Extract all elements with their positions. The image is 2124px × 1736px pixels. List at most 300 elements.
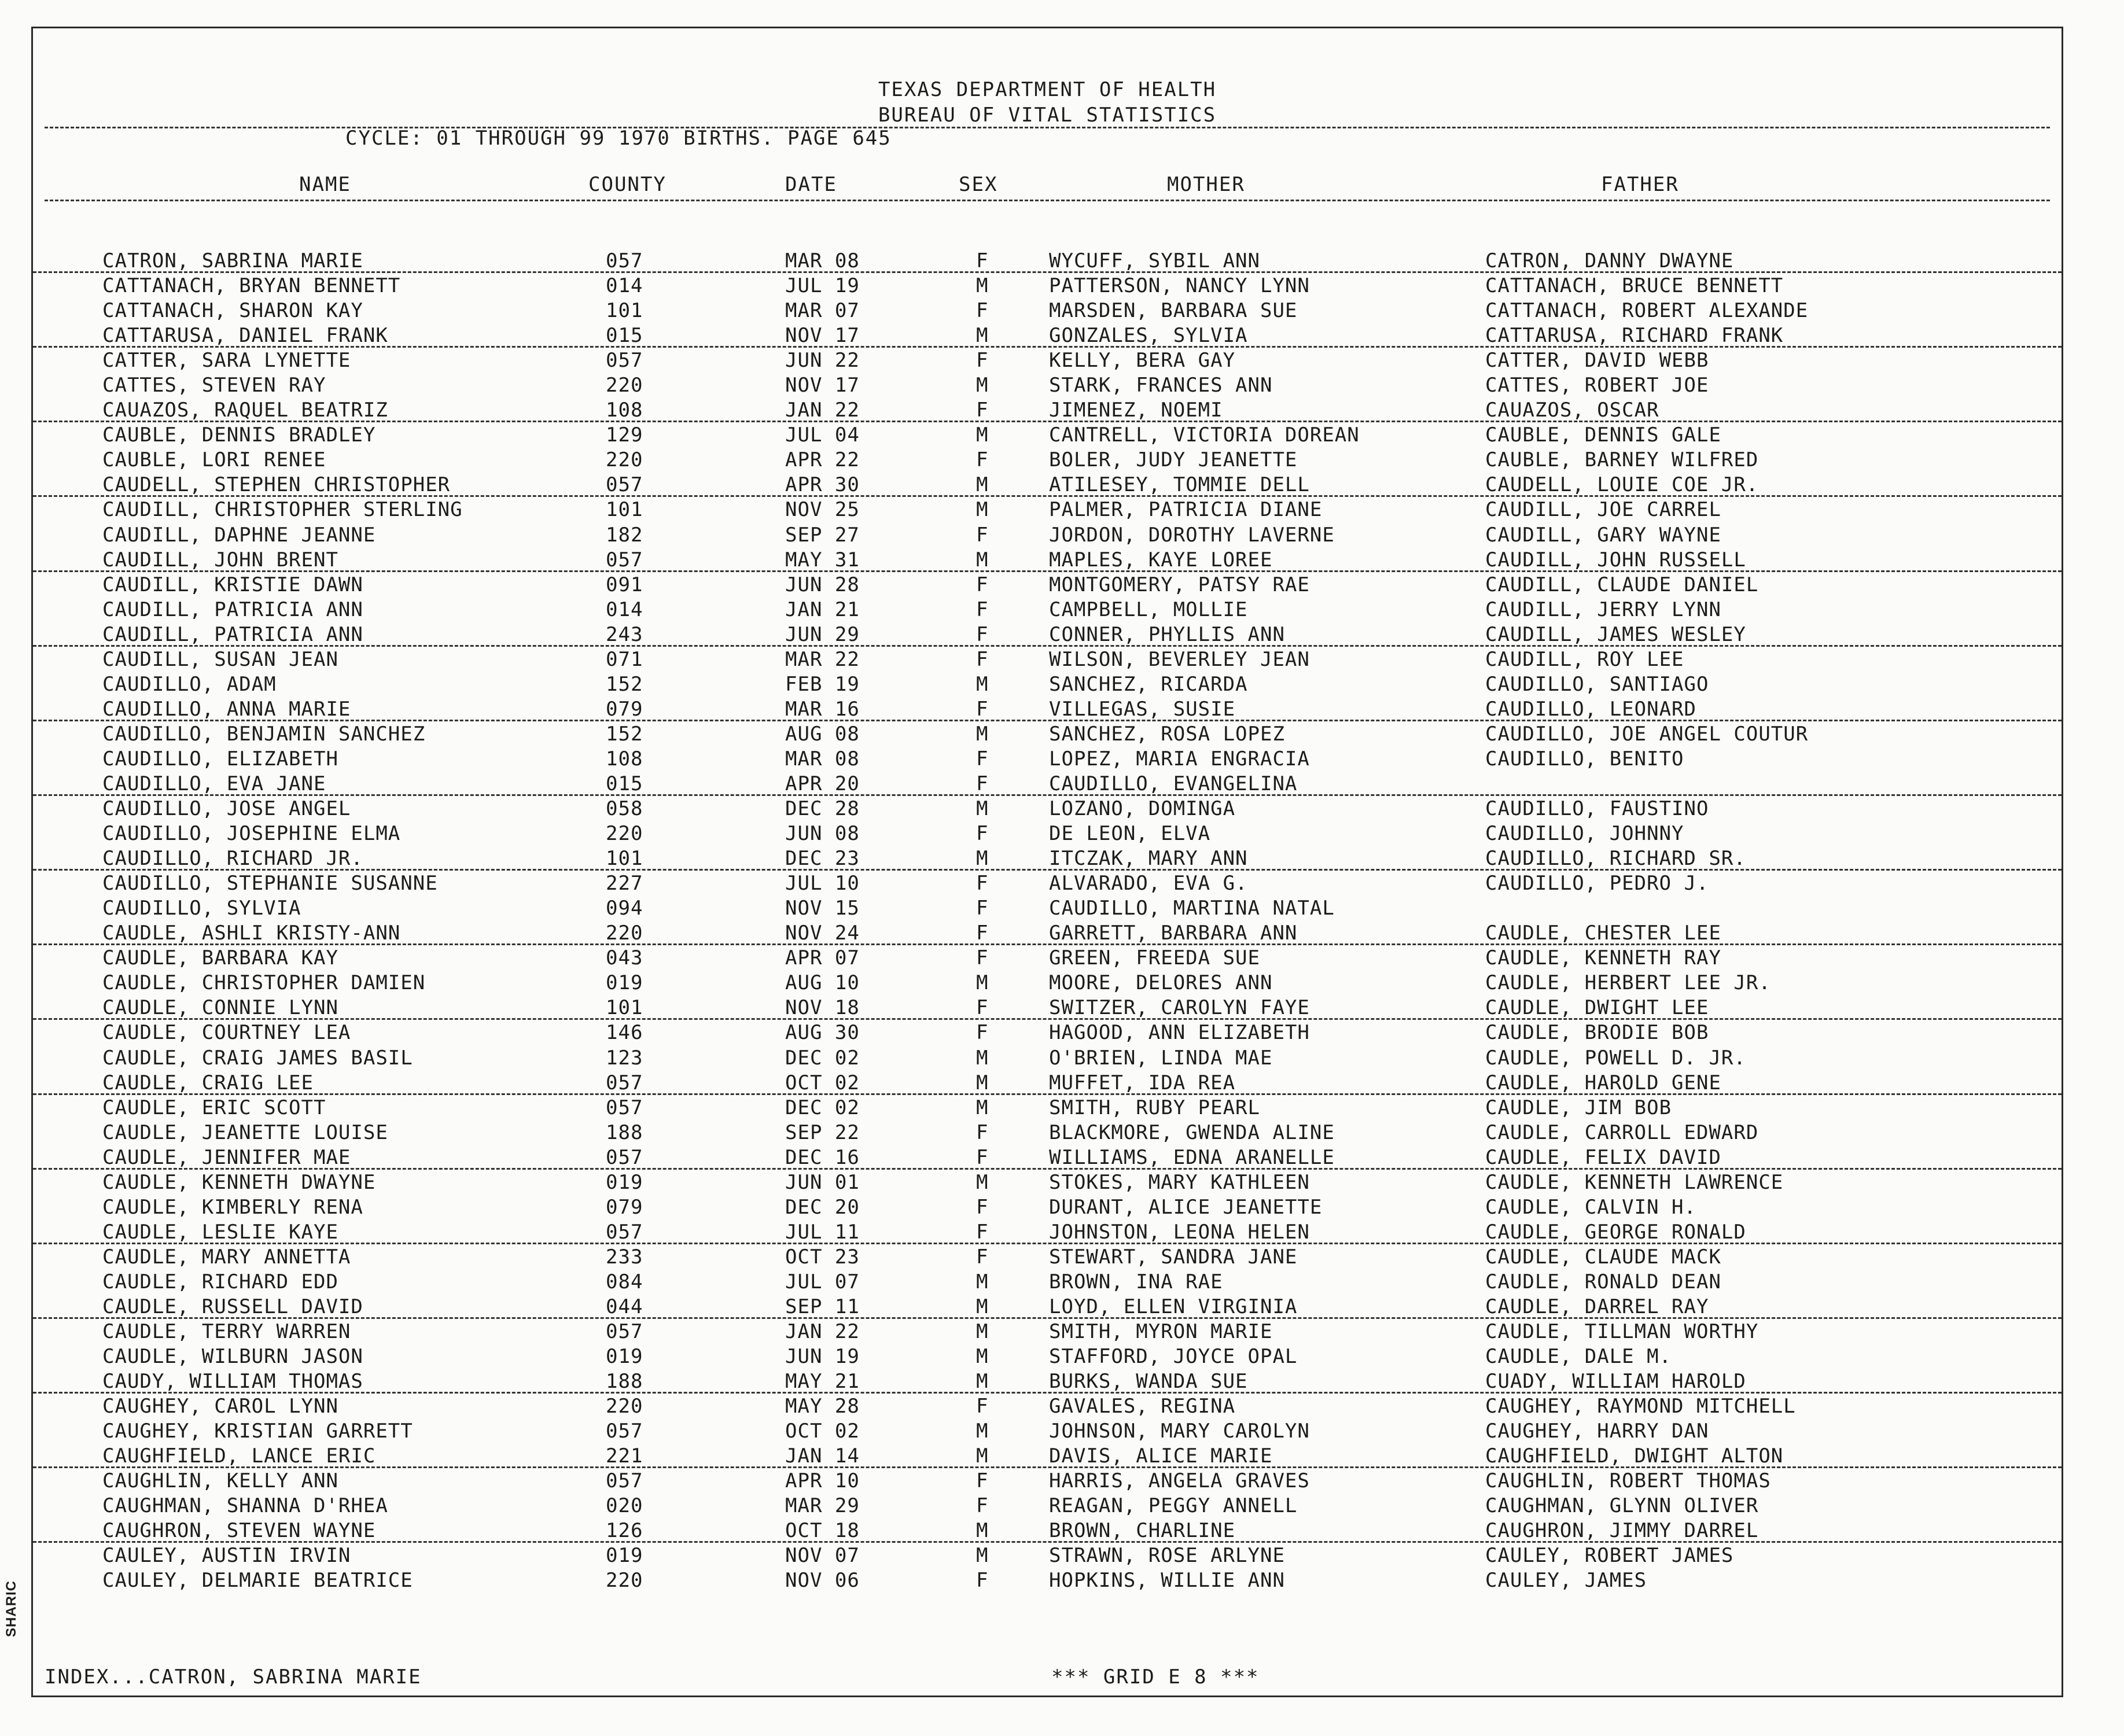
cell-county: 071	[606, 647, 643, 671]
cell-name: CATTARUSA, DANIEL FRANK	[102, 324, 388, 348]
cell-sex: F	[976, 573, 989, 596]
cell-county: 188	[606, 1121, 643, 1144]
table-row	[33, 746, 2062, 771]
cell-date: JUL 04	[785, 423, 860, 447]
cell-county: 094	[606, 897, 643, 920]
cell-name: CAUAZOS, RAQUEL BEATRIZ	[102, 399, 388, 422]
table-row	[33, 995, 2062, 1020]
table-row	[33, 796, 2062, 821]
cell-name: CAUDLE, JEANETTE LOUISE	[102, 1121, 388, 1144]
cell-mother: WILLIAMS, EDNA ARANELLE	[1049, 1145, 1335, 1169]
cell-name: CAUDILLO, SYLVIA	[102, 897, 301, 920]
cell-county: 123	[606, 1046, 643, 1070]
cell-name: CATTANACH, BRYAN BENNETT	[102, 274, 401, 298]
cell-sex: M	[976, 1170, 989, 1194]
cell-father: CAUBLE, DENNIS GALE	[1485, 423, 1721, 447]
cell-date: APR 20	[785, 772, 860, 795]
cell-county: 057	[606, 473, 643, 497]
cell-date: OCT 02	[785, 1071, 860, 1094]
cell-county: 220	[606, 448, 643, 472]
table-row	[33, 1518, 2062, 1543]
cell-mother: JORDON, DOROTHY LAVERNE	[1049, 523, 1335, 547]
cell-mother: MARSDEN, BARBARA SUE	[1049, 299, 1298, 323]
cell-father: CAUDLE, GEORGE RONALD	[1485, 1220, 1746, 1244]
cell-sex: M	[976, 1444, 989, 1468]
cell-name: CAUDLE, ERIC SCOTT	[102, 1096, 326, 1119]
cell-father: CAUDLE, CARROLL EDWARD	[1485, 1121, 1759, 1144]
cell-sex: F	[976, 1021, 989, 1045]
table-row	[33, 1319, 2062, 1344]
cell-county: 043	[606, 946, 643, 970]
cell-name: CAUDLE, COURTNEY LEA	[102, 1021, 351, 1045]
cell-mother: GONZALES, SYLVIA	[1049, 324, 1248, 348]
cell-mother: O'BRIEN, LINDA MAE	[1049, 1046, 1273, 1070]
cell-date: OCT 23	[785, 1245, 860, 1269]
table-row	[33, 373, 2062, 397]
cell-county: 220	[606, 1569, 643, 1593]
cell-date: JUL 11	[785, 1220, 860, 1244]
cell-name: CAUDLE, RUSSELL DAVID	[102, 1295, 363, 1318]
col-sex: SEX	[959, 173, 998, 196]
cell-sex: M	[976, 423, 989, 447]
col-name: NAME	[299, 173, 351, 196]
cell-sex: M	[976, 847, 989, 871]
cell-sex: F	[976, 1245, 989, 1269]
cell-name: CAUDLE, CONNIE LYNN	[102, 996, 338, 1020]
cell-mother: HARRIS, ANGELA GRAVES	[1049, 1469, 1310, 1493]
cell-father: CAUDLE, CHESTER LEE	[1485, 922, 1721, 945]
cell-county: 079	[606, 697, 643, 721]
cell-sex: F	[976, 772, 989, 795]
cell-father: CAUDLE, JIM BOB	[1485, 1096, 1672, 1119]
table-row	[33, 1045, 2062, 1070]
cell-name: CAUGHRON, STEVEN WAYNE	[102, 1519, 376, 1543]
cell-mother: MAPLES, KAYE LOREE	[1049, 548, 1273, 572]
cell-mother: JIMENEZ, NOEMI	[1049, 399, 1223, 422]
cell-county: 243	[606, 622, 643, 646]
cell-father: CAUDLE, BRODIE BOB	[1485, 1021, 1709, 1045]
cell-date: DEC 02	[785, 1096, 860, 1119]
cell-county: 057	[606, 1420, 643, 1443]
cell-father: CAUGHEY, RAYMOND MITCHELL	[1485, 1395, 1796, 1418]
cell-mother: BROWN, CHARLINE	[1049, 1519, 1236, 1543]
cell-father: CAUDILLO, PEDRO J.	[1485, 872, 1709, 895]
table-row	[33, 1195, 2062, 1219]
table-row	[33, 1468, 2062, 1493]
cell-sex: F	[976, 399, 989, 422]
cell-date: MAR 08	[785, 747, 860, 771]
cell-name: CATTES, STEVEN RAY	[102, 374, 326, 397]
cell-sex: M	[976, 1519, 989, 1543]
col-county: COUNTY	[588, 173, 667, 196]
cell-mother: BLACKMORE, GWENDA ALINE	[1049, 1121, 1335, 1144]
cell-sex: F	[976, 822, 989, 846]
cell-date: DEC 02	[785, 1046, 860, 1070]
cell-sex: F	[976, 1569, 989, 1593]
cell-sex: M	[976, 971, 989, 995]
table-row	[33, 771, 2062, 796]
cell-mother: HAGOOD, ANN ELIZABETH	[1049, 1021, 1310, 1045]
cell-name: CAUDILLO, ADAM	[102, 672, 277, 696]
cell-county: 152	[606, 672, 643, 696]
cell-father: CAUDILL, JOE CARREL	[1485, 498, 1721, 522]
cell-mother: STEWART, SANDRA JANE	[1049, 1245, 1298, 1269]
cell-father: CAUGHRON, JIMMY DARREL	[1485, 1519, 1759, 1543]
table-row	[33, 248, 2062, 273]
table-row	[33, 721, 2062, 746]
cell-name: CAUDLE, RICHARD EDD	[102, 1270, 338, 1293]
cell-county: 015	[606, 324, 643, 348]
cell-father: CAUDLE, DWIGHT LEE	[1485, 996, 1709, 1020]
table-row	[33, 672, 2062, 696]
cell-mother: MONTGOMERY, PATSY RAE	[1049, 573, 1310, 596]
table-row	[33, 547, 2062, 572]
cell-name: CAUBLE, LORI RENEE	[102, 448, 326, 472]
cell-mother: STRAWN, ROSE ARLYNE	[1049, 1544, 1285, 1568]
cell-sex: F	[976, 1469, 989, 1493]
table-row	[33, 871, 2062, 895]
table-row	[33, 622, 2062, 647]
table-row	[33, 1095, 2062, 1120]
cell-mother: GREEN, FREEDA SUE	[1049, 946, 1260, 970]
cell-county: 057	[606, 1145, 643, 1169]
cell-county: 220	[606, 822, 643, 846]
cell-sex: M	[976, 1370, 989, 1394]
table-row	[33, 1020, 2062, 1045]
cell-date: JUL 10	[785, 872, 860, 895]
cell-mother: PALMER, PATRICIA DIANE	[1049, 498, 1323, 522]
department-title: TEXAS DEPARTMENT OF HEALTH	[878, 78, 1217, 101]
col-father: FATHER	[1601, 173, 1679, 196]
cell-date: OCT 02	[785, 1420, 860, 1443]
cell-father: CAUDILLO, SANTIAGO	[1485, 672, 1709, 696]
cell-father: CATTER, DAVID WEBB	[1485, 349, 1709, 373]
cell-father: CAUDLE, HERBERT LEE JR.	[1485, 971, 1771, 995]
bureau-title: BUREAU OF VITAL STATISTICS	[878, 104, 1217, 127]
cell-sex: M	[976, 473, 989, 497]
cell-county: 079	[606, 1195, 643, 1219]
cell-date: JUN 08	[785, 822, 860, 846]
cell-mother: WYCUFF, SYBIL ANN	[1049, 249, 1260, 272]
cell-mother: WILSON, BEVERLEY JEAN	[1049, 647, 1310, 671]
cell-name: CAULEY, AUSTIN IRVIN	[102, 1544, 351, 1568]
cell-name: CAUDILLO, STEPHANIE SUSANNE	[102, 872, 438, 895]
cell-sex: M	[976, 324, 989, 348]
cell-county: 101	[606, 498, 643, 522]
cell-name: CAUDILL, PATRICIA ANN	[102, 598, 363, 621]
cell-date: JAN 21	[785, 598, 860, 621]
cell-mother: ITCZAK, MARY ANN	[1049, 847, 1248, 871]
cell-mother: SMITH, MYRON MARIE	[1049, 1320, 1273, 1344]
cell-sex: M	[976, 1320, 989, 1344]
cell-date: JUN 19	[785, 1345, 860, 1369]
cell-date: AUG 30	[785, 1021, 860, 1045]
cell-date: MAY 21	[785, 1370, 860, 1394]
cell-father: CAUGHMAN, GLYNN OLIVER	[1485, 1494, 1759, 1518]
cell-mother: SANCHEZ, ROSA LOPEZ	[1049, 722, 1285, 746]
cell-sex: F	[976, 448, 989, 472]
table-row	[33, 1070, 2062, 1095]
table-row	[33, 572, 2062, 597]
cell-county: 108	[606, 399, 643, 422]
cell-name: CAUDLE, LESLIE KAYE	[102, 1220, 338, 1244]
cell-date: APR 07	[785, 946, 860, 970]
cell-county: 057	[606, 548, 643, 572]
cell-name: CATTANACH, SHARON KAY	[102, 299, 363, 323]
cell-date: JUL 07	[785, 1270, 860, 1293]
cell-mother: SMITH, RUBY PEARL	[1049, 1096, 1260, 1119]
cell-mother: STAFFORD, JOYCE OPAL	[1049, 1345, 1298, 1369]
cell-mother: GAVALES, REGINA	[1049, 1395, 1236, 1418]
cell-county: 015	[606, 772, 643, 795]
cell-mother: MOORE, DELORES ANN	[1049, 971, 1273, 995]
cell-county: 014	[606, 274, 643, 298]
cell-name: CAUDILLO, BENJAMIN SANCHEZ	[102, 722, 426, 746]
cell-county: 227	[606, 872, 643, 895]
cell-name: CAUDLE, JENNIFER MAE	[102, 1145, 351, 1169]
cell-date: MAR 22	[785, 647, 860, 671]
cell-sex: F	[976, 598, 989, 621]
cell-sex: M	[976, 672, 989, 696]
table-row	[33, 1443, 2062, 1468]
cell-mother: CAUDILLO, EVANGELINA	[1049, 772, 1298, 795]
cell-father: CAUDILLO, BENITO	[1485, 747, 1684, 771]
cell-sex: M	[976, 1544, 989, 1568]
cell-county: 057	[606, 1071, 643, 1094]
cell-father: CAULEY, JAMES	[1485, 1569, 1647, 1593]
cell-date: APR 22	[785, 448, 860, 472]
cell-sex: F	[976, 299, 989, 323]
cell-name: CAULEY, DELMARIE BEATRICE	[102, 1569, 413, 1593]
side-stamp: SHARIC	[3, 1580, 19, 1637]
cell-date: JUN 22	[785, 349, 860, 373]
table-row	[33, 1269, 2062, 1294]
cell-name: CAUDILL, CHRISTOPHER STERLING	[102, 498, 463, 522]
cell-father: CAUDLE, KENNETH RAY	[1485, 946, 1721, 970]
cell-county: 019	[606, 1544, 643, 1568]
cell-father: CUADY, WILLIAM HAROLD	[1485, 1370, 1746, 1394]
birth-index-sheet	[31, 27, 2063, 1697]
cell-date: NOV 17	[785, 324, 860, 348]
cell-father: CAUDILL, JERRY LYNN	[1485, 598, 1721, 621]
cell-name: CAUDILLO, JOSE ANGEL	[102, 797, 351, 821]
cell-sex: F	[976, 1121, 989, 1144]
cell-date: DEC 20	[785, 1195, 860, 1219]
cell-name: CAUGHFIELD, LANCE ERIC	[102, 1444, 376, 1468]
table-row	[33, 1219, 2062, 1244]
table-row	[33, 497, 2062, 522]
cell-father: CAUGHFIELD, DWIGHT ALTON	[1485, 1444, 1784, 1468]
table-row	[33, 1294, 2062, 1319]
cell-county: 057	[606, 1220, 643, 1244]
cell-name: CAUDLE, BARBARA KAY	[102, 946, 338, 970]
cell-mother: CAMPBELL, MOLLIE	[1049, 598, 1248, 621]
cell-name: CAUGHMAN, SHANNA D'RHEA	[102, 1494, 388, 1518]
cell-mother: SANCHEZ, RICARDA	[1049, 672, 1248, 696]
cell-name: CAUGHEY, KRISTIAN GARRETT	[102, 1420, 413, 1443]
table-row	[33, 1244, 2062, 1269]
cell-county: 182	[606, 523, 643, 547]
cell-mother: HOPKINS, WILLIE ANN	[1049, 1569, 1285, 1593]
table-row	[33, 846, 2062, 871]
column-rule	[45, 200, 2050, 201]
cell-date: JUN 29	[785, 622, 860, 646]
cell-name: CAUDLE, TERRY WARREN	[102, 1320, 351, 1344]
cell-name: CAUGHEY, CAROL LYNN	[102, 1395, 338, 1418]
cell-date: SEP 27	[785, 523, 860, 547]
cell-name: CAUDLE, CHRISTOPHER DAMIEN	[102, 971, 426, 995]
cell-name: CAUDLE, KENNETH DWAYNE	[102, 1170, 376, 1194]
cell-father: CAUAZOS, OSCAR	[1485, 399, 1659, 422]
table-row	[33, 298, 2062, 323]
cell-sex: F	[976, 523, 989, 547]
cell-date: JUL 19	[785, 274, 860, 298]
cell-county: 019	[606, 1345, 643, 1369]
cell-sex: F	[976, 622, 989, 646]
cell-county: 129	[606, 423, 643, 447]
record-list	[33, 248, 2062, 1593]
cell-father: CAUDLE, KENNETH LAWRENCE	[1485, 1170, 1784, 1194]
cell-sex: F	[976, 1145, 989, 1169]
cell-date: AUG 08	[785, 722, 860, 746]
cell-father: CAUDLE, CALVIN H.	[1485, 1195, 1696, 1219]
cell-county: 058	[606, 797, 643, 821]
cell-date: AUG 10	[785, 971, 860, 995]
cell-name: CAUDILL, PATRICIA ANN	[102, 622, 363, 646]
cell-name: CAUDLE, WILBURN JASON	[102, 1345, 363, 1369]
cell-sex: F	[976, 349, 989, 373]
table-row	[33, 273, 2062, 298]
cell-name: CAUDILL, SUSAN JEAN	[102, 647, 338, 671]
col-date: DATE	[785, 173, 837, 196]
cell-sex: F	[976, 922, 989, 945]
cell-mother: CANTRELL, VICTORIA DOREAN	[1049, 423, 1360, 447]
cell-sex: F	[976, 249, 989, 272]
cell-county: 220	[606, 374, 643, 397]
cell-sex: M	[976, 1270, 989, 1293]
cell-name: CAUDLE, CRAIG JAMES BASIL	[102, 1046, 413, 1070]
cell-father: CAUGHLIN, ROBERT THOMAS	[1485, 1469, 1771, 1493]
cell-mother: BURKS, WANDA SUE	[1049, 1370, 1248, 1394]
table-row	[33, 323, 2062, 348]
cell-father: CAUDILL, JAMES WESLEY	[1485, 622, 1746, 646]
cell-sex: F	[976, 1494, 989, 1518]
cell-date: MAR 29	[785, 1494, 860, 1518]
cell-mother: DE LEON, ELVA	[1049, 822, 1211, 846]
cell-date: JAN 22	[785, 1320, 860, 1344]
cell-county: 044	[606, 1295, 643, 1318]
cell-mother: KELLY, BERA GAY	[1049, 349, 1236, 373]
cell-father: CAUDILLO, JOHNNY	[1485, 822, 1684, 846]
cell-county: 019	[606, 971, 643, 995]
cell-name: CAUGHLIN, KELLY ANN	[102, 1469, 338, 1493]
cell-date: DEC 28	[785, 797, 860, 821]
cell-name: CAUDILLO, RICHARD JR.	[102, 847, 363, 871]
cell-sex: M	[976, 548, 989, 572]
cell-mother: CAUDILLO, MARTINA NATAL	[1049, 897, 1335, 920]
cell-sex: M	[976, 797, 989, 821]
cell-county: 233	[606, 1245, 643, 1269]
cell-mother: REAGAN, PEGGY ANNELL	[1049, 1494, 1298, 1518]
cell-county: 101	[606, 847, 643, 871]
cell-date: SEP 11	[785, 1295, 860, 1318]
cell-name: CAUBLE, DENNIS BRADLEY	[102, 423, 376, 447]
cell-sex: M	[976, 374, 989, 397]
cell-father: CAUDLE, FELIX DAVID	[1485, 1145, 1721, 1169]
cell-sex: M	[976, 1071, 989, 1094]
table-row	[33, 1543, 2062, 1568]
cell-name: CAUDILLO, ANNA MARIE	[102, 697, 351, 721]
cell-name: CAUDLE, MARY ANNETTA	[102, 1245, 351, 1269]
cell-county: 101	[606, 299, 643, 323]
cell-date: NOV 17	[785, 374, 860, 397]
index-footer: INDEX...CATRON, SABRINA MARIE	[45, 1665, 422, 1689]
cell-name: CAUDY, WILLIAM THOMAS	[102, 1370, 363, 1394]
cell-county: 220	[606, 1395, 643, 1418]
cell-mother: LOZANO, DOMINGA	[1049, 797, 1236, 821]
cell-county: 057	[606, 249, 643, 272]
cell-mother: DURANT, ALICE JEANETTE	[1049, 1195, 1323, 1219]
table-row	[33, 945, 2062, 970]
cell-father: CAUDILLO, FAUSTINO	[1485, 797, 1709, 821]
cell-county: 108	[606, 747, 643, 771]
cell-sex: M	[976, 1046, 989, 1070]
cell-name: CAUDILLO, EVA JANE	[102, 772, 326, 795]
cell-mother: SWITZER, CAROLYN FAYE	[1049, 996, 1310, 1020]
cell-sex: M	[976, 1420, 989, 1443]
cell-father: CAUDLE, DARREL RAY	[1485, 1295, 1709, 1318]
cell-father: CAUDLE, CLAUDE MACK	[1485, 1245, 1721, 1269]
cell-date: JAN 14	[785, 1444, 860, 1468]
cell-county: 220	[606, 922, 643, 945]
table-row	[33, 1120, 2062, 1145]
cell-county: 152	[606, 722, 643, 746]
cell-county: 146	[606, 1021, 643, 1045]
cell-mother: ALVARADO, EVA G.	[1049, 872, 1248, 895]
cell-date: NOV 25	[785, 498, 860, 522]
table-row	[33, 472, 2062, 497]
cell-father: CAUDILLO, JOE ANGEL COUTUR	[1485, 722, 1809, 746]
grid-footer: *** GRID E 8 ***	[1051, 1665, 1260, 1689]
cell-name: CAUDLE, KIMBERLY RENA	[102, 1195, 363, 1219]
table-row	[33, 1344, 2062, 1369]
cell-sex: M	[976, 1345, 989, 1369]
cell-county: 101	[606, 996, 643, 1020]
cell-father: CAUDLE, DALE M.	[1485, 1345, 1672, 1369]
cycle-line: CYCLE: 01 THROUGH 99 1970 BIRTHS. PAGE 645	[345, 127, 892, 150]
cell-father: CAUBLE, BARNEY WILFRED	[1485, 448, 1759, 472]
cell-mother: MUFFET, IDA REA	[1049, 1071, 1236, 1094]
cell-father: CATTANACH, ROBERT ALEXANDE	[1485, 299, 1809, 323]
cell-name: CAUDILL, KRISTIE DAWN	[102, 573, 363, 596]
cell-father: CAUDILL, CLAUDE DANIEL	[1485, 573, 1759, 596]
table-row	[33, 422, 2062, 447]
cell-mother: BROWN, INA RAE	[1049, 1270, 1223, 1293]
cell-county: 084	[606, 1270, 643, 1293]
cell-father: CAUDLE, HAROLD GENE	[1485, 1071, 1721, 1094]
cell-mother: BOLER, JUDY JEANETTE	[1049, 448, 1298, 472]
cell-name: CAUDILLO, JOSEPHINE ELMA	[102, 822, 401, 846]
cell-sex: F	[976, 1220, 989, 1244]
cell-date: JAN 22	[785, 399, 860, 422]
cell-date: MAY 28	[785, 1395, 860, 1418]
cell-father: CAUDILL, GARY WAYNE	[1485, 523, 1721, 547]
column-headers	[33, 173, 2062, 198]
cell-mother: ATILESEY, TOMMIE DELL	[1049, 473, 1310, 497]
table-row	[33, 1568, 2062, 1593]
cell-father: CAUDELL, LOUIE COE JR.	[1485, 473, 1759, 497]
cell-name: CAUDILLO, ELIZABETH	[102, 747, 338, 771]
